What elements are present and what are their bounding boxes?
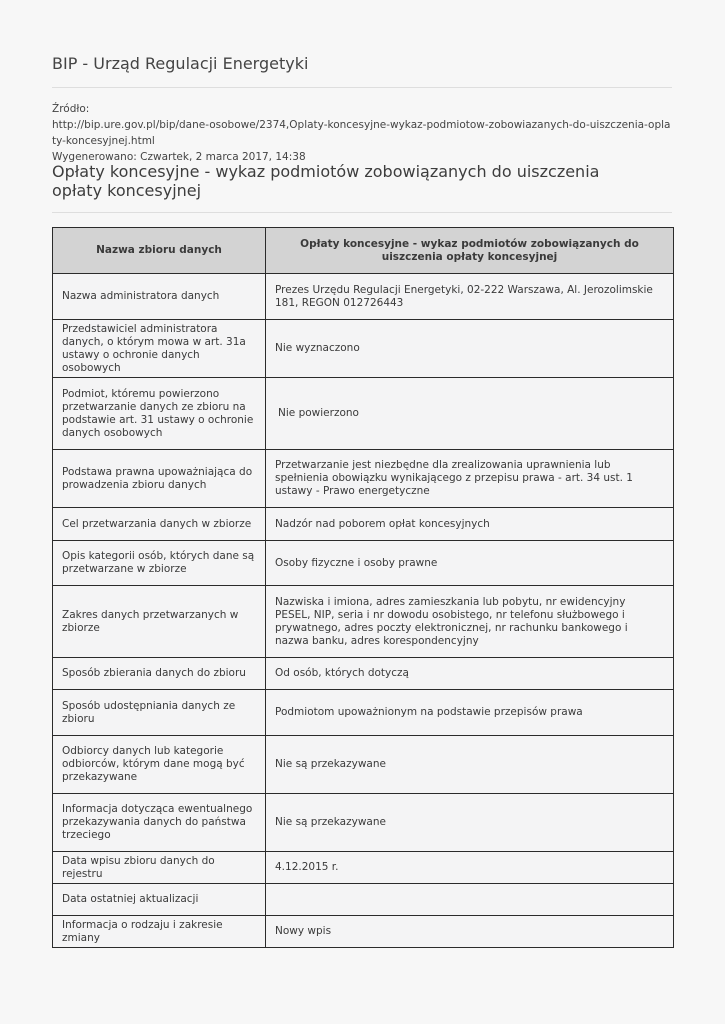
row-label: Opis kategorii osób, których dane są przetwarzane w zbiorze <box>53 541 266 586</box>
header-label-cell: Nazwa zbioru danych <box>53 228 266 274</box>
row-value: Podmiotom upoważnionym na podstawie przepisów prawa <box>266 690 674 736</box>
table-row <box>53 450 674 508</box>
table-header-row <box>53 228 674 274</box>
table-row <box>53 658 674 690</box>
row-value <box>266 884 674 916</box>
site-title: BIP - Urząd Regulacji Energetyki <box>52 54 309 73</box>
row-value: Nie są przekazywane <box>266 736 674 794</box>
row-label: Informacja dotycząca ewentualnego przekazywania danych do państwa trzeciego <box>53 794 266 852</box>
row-value: Prezes Urzędu Regulacji Energetyki, 02-222 Warszawa, Al. Jerozolimskie 181, REGON 012726443 <box>266 274 674 320</box>
divider-title <box>52 212 672 213</box>
row-label: Nazwa administratora danych <box>53 274 266 320</box>
document-title: Opłaty koncesyjne - wykaz podmiotów zobowiązanych do uiszczenia opłaty koncesyjnej <box>52 162 600 200</box>
data-register-table <box>52 227 674 948</box>
row-label: Data ostatniej aktualizacji <box>53 884 266 916</box>
divider-top <box>52 87 672 88</box>
table-row <box>53 794 674 852</box>
row-label: Informacja o rodzaju i zakresie zmiany <box>53 916 266 948</box>
document-meta <box>52 101 674 165</box>
row-label: Podstawa prawna upoważniająca do prowadzenia zbioru danych <box>53 450 266 508</box>
row-value: Przetwarzanie jest niezbędne dla zrealizowania uprawnienia lub spełnienia obowiązku wynikającego z przepisu prawa - art. 34 ust. 1 ustawy - Prawo energetyczne <box>266 450 674 508</box>
row-value: 4.12.2015 r. <box>266 852 674 884</box>
row-value: Nowy wpis <box>266 916 674 948</box>
row-value: Nie są przekazywane <box>266 794 674 852</box>
source-url[interactable]: http://bip.ure.gov.pl/bip/dane-osobowe/2374,Oplaty-koncesyjne-wykaz-podmiotow-zobowiazanych-do-uiszczenia-oplaty-koncesyjnej.html <box>52 119 671 147</box>
table-row <box>53 884 674 916</box>
generated-date: Wygenerowano: Czwartek, 2 marca 2017, 14:38 <box>52 151 306 163</box>
row-label: Data wpisu zbioru danych do rejestru <box>53 852 266 884</box>
source-label: Źródło: <box>52 103 90 115</box>
row-value: Nazwiska i imiona, adres zamieszkania lub pobytu, nr ewidencyjny PESEL, NIP, seria i nr dowodu osobistego, nr telefonu służbowego i prywatnego, adres poczty elektronicznej, nr rachunku bankowego i nazwa banku, adres korespondencyjny <box>266 586 674 658</box>
table-row <box>53 541 674 586</box>
row-label: Cel przetwarzania danych w zbiorze <box>53 508 266 541</box>
row-value: Nie powierzono <box>266 378 674 450</box>
row-value: Nadzór nad poborem opłat koncesyjnych <box>266 508 674 541</box>
header-value-cell: Opłaty koncesyjne - wykaz podmiotów zobowiązanych do uiszczenia opłaty koncesyjnej <box>266 228 674 274</box>
row-value: Osoby fizyczne i osoby prawne <box>266 541 674 586</box>
row-label: Odbiorcy danych lub kategorie odbiorców, którym dane mogą być przekazywane <box>53 736 266 794</box>
row-label: Sposób udostępniania danych ze zbioru <box>53 690 266 736</box>
row-value: Od osób, których dotyczą <box>266 658 674 690</box>
table-row <box>53 586 674 658</box>
table-row <box>53 508 674 541</box>
table-row <box>53 320 674 378</box>
row-label: Zakres danych przetwarzanych w zbiorze <box>53 586 266 658</box>
table-row <box>53 916 674 948</box>
table-row <box>53 736 674 794</box>
row-value: Nie wyznaczono <box>266 320 674 378</box>
table-row <box>53 378 674 450</box>
table-row <box>53 274 674 320</box>
row-label: Podmiot, któremu powierzono przetwarzanie danych ze zbioru na podstawie art. 31 ustawy o ochronie danych osobowych <box>53 378 266 450</box>
row-label: Sposób zbierania danych do zbioru <box>53 658 266 690</box>
table-row <box>53 852 674 884</box>
row-label: Przedstawiciel administratora danych, o którym mowa w art. 31a ustawy o ochronie danych osobowych <box>53 320 266 378</box>
table-row <box>53 690 674 736</box>
